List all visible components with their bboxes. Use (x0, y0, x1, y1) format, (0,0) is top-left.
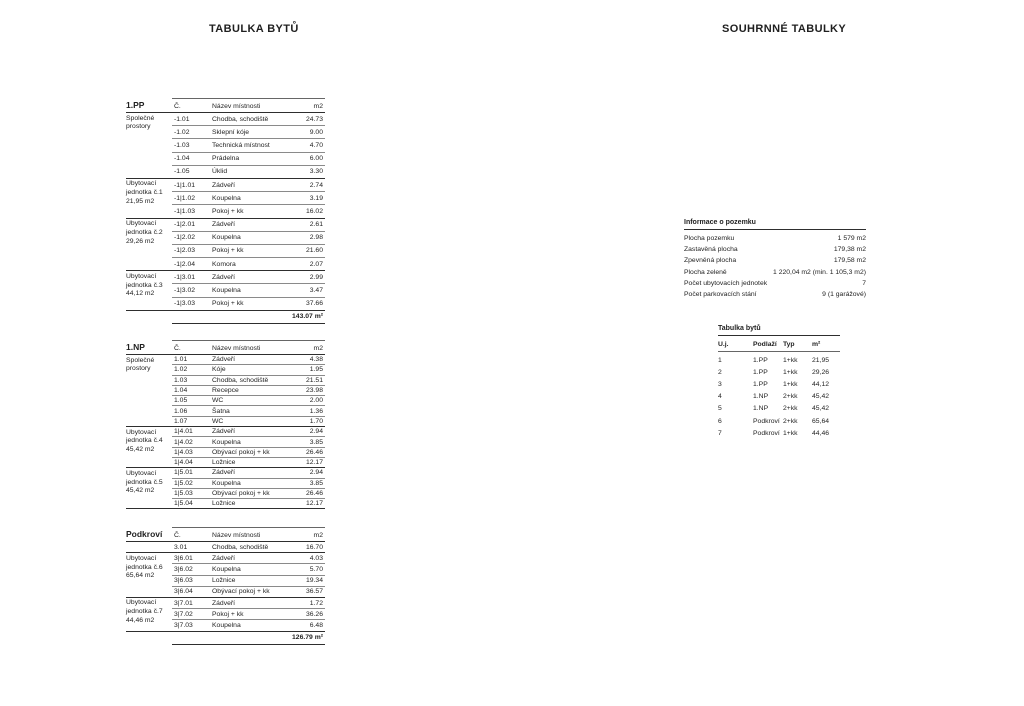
room-number-cell: 1.03 (174, 376, 188, 384)
room-row (172, 126, 325, 139)
room-name-cell: Obývací pokoj + kk (212, 588, 270, 596)
room-name-cell: Pokoj + kk (212, 207, 244, 215)
room-number-cell: 3.01 (174, 543, 188, 551)
room-group (126, 598, 325, 632)
room-area-cell: 37.66 (305, 300, 323, 308)
room-area-cell: 1.70 (309, 417, 323, 425)
room-name-cell: Chodba, schodiště (212, 376, 269, 384)
room-row (172, 406, 325, 416)
room-table-header (126, 340, 325, 355)
room-row (172, 258, 325, 270)
room-table-column-row (172, 527, 325, 541)
room-name-cell: Chodba, schodiště (212, 115, 269, 123)
room-number-cell: 1|4.01 (174, 428, 193, 436)
room-row (172, 245, 325, 258)
room-area-cell: 24.73 (305, 115, 323, 123)
room-row (172, 620, 325, 630)
room-area-cell: 2.61 (309, 221, 323, 229)
room-area-cell: 9.00 (309, 128, 323, 136)
room-area-cell: 4.03 (309, 554, 323, 562)
room-row (172, 298, 325, 310)
room-area-cell: 1.36 (309, 407, 323, 415)
apartment-row (718, 391, 840, 403)
room-number-cell: -1|3.01 (174, 273, 196, 281)
room-row (172, 564, 325, 575)
page-title-right: SOUHRNNÉ TABULKY (722, 23, 847, 35)
apartment-area-cell: 45,42 (812, 405, 830, 413)
room-number-cell: -1|1.03 (174, 207, 196, 215)
room-name-cell: Ložnice (212, 500, 236, 508)
room-group-label: Ubytovací jednotka č.2 29,26 m2 (126, 220, 163, 245)
apartment-type-cell: 1+kk (783, 356, 798, 364)
column-header-area: m2 (313, 345, 323, 352)
room-area-cell: 21.51 (305, 376, 323, 384)
land-info-row (684, 255, 866, 266)
column-header-number: Č. (174, 103, 181, 110)
room-row (172, 458, 325, 467)
room-name-cell: Zádveří (212, 181, 236, 189)
room-row (172, 113, 325, 126)
apartments-column-header: Typ (783, 341, 795, 348)
room-row (172, 376, 325, 386)
room-number-cell: 3|6.01 (174, 554, 193, 562)
room-group (126, 113, 325, 179)
room-name-cell: Pokoj + kk (212, 300, 244, 308)
land-info-table (684, 219, 866, 300)
room-number-cell: 3|6.04 (174, 588, 193, 596)
land-info-row (684, 278, 866, 289)
room-row (172, 205, 325, 217)
room-name-cell: Pokoj + kk (212, 610, 244, 618)
room-group-label: Společné prostory (126, 114, 155, 131)
room-group (126, 355, 325, 427)
room-area-cell: 36.57 (305, 588, 323, 596)
room-number-cell: -1|2.01 (174, 221, 196, 229)
room-row (172, 437, 325, 447)
room-row (172, 553, 325, 564)
room-name-cell: Zádveří (212, 428, 236, 436)
room-area-cell: 26.46 (305, 490, 323, 497)
room-number-cell: 1.07 (174, 417, 188, 425)
room-row (172, 166, 325, 178)
apartment-row (718, 403, 840, 415)
room-number-cell: -1|2.04 (174, 260, 196, 268)
room-table-title: 1.PP (126, 100, 145, 110)
room-name-cell: Obývací pokoj + kk (212, 490, 270, 497)
room-number-cell: 3|7.03 (174, 621, 193, 629)
room-group (126, 271, 325, 311)
room-area-cell: 19.34 (305, 577, 323, 585)
land-info-row (684, 244, 866, 255)
land-info-label: Plocha pozemku (684, 235, 735, 243)
apartment-area-cell: 65,64 (812, 417, 830, 425)
apartment-type-cell: 1+kk (783, 368, 798, 376)
land-info-label: Počet parkovacích stání (684, 291, 757, 299)
room-number-cell: 1.04 (174, 387, 188, 395)
column-header-room-name: Název místnosti (212, 532, 261, 539)
room-group-rows (172, 598, 325, 631)
apartment-row (718, 427, 840, 439)
room-row (172, 448, 325, 458)
room-number-cell: 1|5.04 (174, 500, 193, 508)
room-name-cell: Ložnice (212, 459, 236, 467)
room-area-cell: 1.72 (309, 599, 323, 607)
apartments-column-header: Podlaží (753, 341, 777, 348)
room-row (172, 417, 325, 426)
apartment-unit-cell: 2 (718, 368, 722, 376)
apartment-unit-cell: 5 (718, 405, 722, 413)
room-number-cell: 1|4.02 (174, 438, 193, 446)
room-row (172, 587, 325, 597)
room-row (172, 284, 325, 297)
apartment-floor-cell: 1.PP (753, 380, 768, 388)
room-name-cell: Zádveří (212, 273, 236, 281)
apartment-row (718, 378, 840, 390)
room-number-cell: -1.02 (174, 128, 190, 136)
room-group-rows (172, 271, 325, 310)
room-number-cell: -1|3.02 (174, 287, 196, 295)
room-row (172, 355, 325, 365)
room-table-header (126, 527, 325, 542)
room-row (172, 489, 325, 499)
room-number-cell: 3|7.01 (174, 599, 193, 607)
room-name-cell: Obývací pokoj + kk (212, 448, 270, 456)
room-row (172, 139, 325, 152)
room-table-header (126, 98, 325, 113)
room-row (172, 598, 325, 609)
land-info-row (684, 233, 866, 244)
land-info-value: 1 579 m2 (837, 235, 866, 243)
room-number-cell: 3|6.02 (174, 565, 193, 573)
room-area-cell: 4.70 (309, 141, 323, 149)
room-row (172, 219, 325, 232)
apartments-column-header: U.j. (718, 341, 729, 348)
room-area-cell: 2.99 (309, 273, 323, 281)
room-name-cell: Koupelna (212, 194, 241, 202)
room-area-cell: 5.70 (309, 565, 323, 573)
room-number-cell: -1|3.03 (174, 300, 196, 308)
room-row (172, 427, 325, 437)
land-info-row (684, 289, 866, 300)
room-row (172, 542, 325, 552)
floor-total-area: 143.07 m² (172, 311, 325, 324)
room-area-cell: 26.46 (305, 448, 323, 456)
apartment-unit-cell: 1 (718, 356, 722, 364)
land-info-label: Plocha zeleně (684, 268, 727, 276)
room-number-cell: 1.01 (174, 356, 188, 364)
room-name-cell: Pokoj + kk (212, 247, 244, 255)
room-name-cell: Koupelna (212, 287, 241, 295)
room-number-cell: 1.06 (174, 407, 188, 415)
land-info-value: 1 220,04 m2 (min. 1 105,3 m2) (773, 268, 866, 276)
apartment-type-cell: 2+kk (783, 405, 798, 413)
apartment-type-cell: 1+kk (783, 380, 798, 388)
land-info-title: Informace o pozemku (684, 219, 866, 230)
room-row (172, 179, 325, 192)
room-area-cell: 2.94 (309, 428, 323, 436)
room-area-cell: 2.98 (309, 234, 323, 242)
apartment-type-cell: 2+kk (783, 417, 798, 425)
room-area-cell: 12.17 (305, 459, 323, 467)
room-area-cell: 36.26 (305, 610, 323, 618)
room-name-cell: Technická místnost (212, 141, 270, 149)
column-header-room-name: Název místnosti (212, 345, 261, 352)
room-number-cell: 1|5.02 (174, 479, 193, 487)
room-name-cell: Sklepní kóje (212, 128, 250, 136)
room-area-cell: 16.70 (305, 543, 323, 551)
room-name-cell: WC (212, 397, 224, 405)
room-name-cell: Chodba, schodiště (212, 543, 269, 551)
room-area-cell: 2.07 (309, 260, 323, 268)
land-info-value: 7 (862, 279, 866, 287)
room-name-cell: Koupelna (212, 438, 241, 446)
room-row (172, 479, 325, 489)
room-area-cell: 12.17 (305, 500, 323, 508)
column-header-room-name: Název místnosti (212, 103, 261, 110)
apartment-area-cell: 44,12 (812, 380, 830, 388)
land-info-value: 179,38 m2 (833, 246, 866, 254)
room-group-label: Ubytovací jednotka č.3 44,12 m2 (126, 272, 163, 298)
room-group-rows (172, 427, 325, 467)
room-group-rows (172, 179, 325, 218)
room-table-column-row (172, 340, 325, 354)
room-name-cell: WC (212, 417, 224, 425)
room-name-cell: Koupelna (212, 565, 241, 573)
room-group-rows (172, 355, 325, 426)
apartment-row (718, 366, 840, 378)
room-number-cell: -1.05 (174, 168, 190, 176)
room-area-cell: 6.00 (309, 155, 323, 163)
room-row (172, 386, 325, 396)
room-group-label: Ubytovací jednotka č.7 44,46 m2 (126, 599, 163, 625)
room-number-cell: 3|7.02 (174, 610, 193, 618)
room-name-cell: Ložnice (212, 577, 236, 585)
room-name-cell: Prádelna (212, 155, 240, 163)
land-info-label: Počet ubytovacích jednotek (684, 279, 768, 287)
room-number-cell: -1.04 (174, 155, 190, 163)
floor-total-area: 126.79 m² (172, 632, 325, 645)
room-group-label: Ubytovací jednotka č.4 45,42 m2 (126, 428, 163, 454)
room-name-cell: Zádveří (212, 356, 236, 364)
room-row (172, 396, 325, 406)
room-group-rows (172, 468, 325, 508)
room-group (126, 468, 325, 509)
room-number-cell: 1.05 (174, 397, 188, 405)
room-area-cell: 23.98 (305, 387, 323, 395)
apartments-table (718, 325, 840, 439)
room-number-cell: -1|1.01 (174, 181, 196, 189)
room-table-1pp (126, 98, 325, 324)
room-row (172, 468, 325, 478)
room-area-cell: 16.02 (305, 207, 323, 215)
room-row (172, 365, 325, 375)
land-info-value: 9 (1 garážové) (822, 291, 866, 299)
room-group-label (126, 542, 172, 552)
room-table-title: 1.NP (126, 342, 145, 352)
room-name-cell: Kóje (212, 366, 226, 374)
room-group (126, 219, 325, 272)
apartment-area-cell: 29,26 (812, 368, 830, 376)
room-area-cell: 1.95 (309, 366, 323, 374)
apartment-unit-cell: 3 (718, 380, 722, 388)
room-number-cell: -1|2.02 (174, 234, 196, 242)
room-group-rows (172, 219, 325, 271)
room-number-cell: 1|5.01 (174, 469, 193, 477)
land-info-rows (684, 233, 866, 300)
column-header-area: m2 (313, 103, 323, 110)
room-name-cell: Zádveří (212, 221, 236, 229)
room-name-cell: Zádveří (212, 599, 236, 607)
room-name-cell: Recepce (212, 387, 239, 395)
apartment-unit-cell: 7 (718, 429, 722, 437)
room-group-rows (172, 553, 325, 597)
room-table-podkrovi (126, 527, 325, 645)
room-number-cell: 1|4.03 (174, 448, 193, 456)
room-name-cell: Zádveří (212, 554, 236, 562)
land-info-label: Zpevněná plocha (684, 257, 737, 265)
room-area-cell: 3.85 (309, 438, 323, 446)
room-number-cell: -1.03 (174, 141, 190, 149)
room-table-1np (126, 340, 325, 509)
room-number-cell: -1.01 (174, 115, 190, 123)
apartments-rows (718, 352, 840, 439)
land-info-label: Zastavěná plocha (684, 246, 738, 254)
room-row (172, 609, 325, 620)
room-area-cell: 3.19 (309, 194, 323, 202)
apartment-floor-cell: Podkroví (753, 429, 780, 437)
apartment-type-cell: 1+kk (783, 429, 798, 437)
apartment-floor-cell: 1.NP (753, 393, 769, 401)
apartment-floor-cell: 1.PP (753, 356, 768, 364)
apartment-type-cell: 2+kk (783, 393, 798, 401)
room-name-cell: Úklid (212, 168, 228, 176)
room-row (172, 499, 325, 508)
land-info-value: 179,58 m2 (833, 257, 866, 265)
apartments-column-header: m² (812, 341, 821, 348)
room-name-cell: Koupelna (212, 479, 241, 487)
room-row (172, 576, 325, 587)
room-area-cell: 3.47 (309, 287, 323, 295)
column-header-number: Č. (174, 345, 181, 352)
room-number-cell: 1.02 (174, 366, 188, 374)
room-area-cell: 3.30 (309, 168, 323, 176)
room-name-cell: Komora (212, 260, 236, 268)
room-area-cell: 2.00 (309, 397, 323, 405)
room-name-cell: Zádveří (212, 469, 236, 477)
room-name-cell: Koupelna (212, 621, 241, 629)
room-group-label: Ubytovací jednotka č.5 45,42 m2 (126, 469, 163, 495)
apartment-area-cell: 44,46 (812, 429, 830, 437)
room-area-cell: 3.85 (309, 479, 323, 487)
apartment-floor-cell: 1.PP (753, 368, 768, 376)
room-number-cell: -1|1.02 (174, 194, 196, 202)
room-number-cell: -1|2.03 (174, 247, 196, 255)
land-info-row (684, 267, 866, 278)
apartment-row (718, 354, 840, 366)
column-header-number: Č. (174, 532, 181, 539)
room-name-cell: Koupelna (212, 234, 241, 242)
apartment-floor-cell: Podkroví (753, 417, 780, 425)
page-title-left: TABULKA BYTŮ (209, 23, 299, 35)
room-table-column-row (172, 98, 325, 112)
room-group-rows (172, 113, 325, 178)
column-header-area: m2 (313, 532, 323, 539)
apartment-unit-cell: 4 (718, 393, 722, 401)
room-area-cell: 6.48 (309, 621, 323, 629)
room-area-cell: 2.74 (309, 181, 323, 189)
room-table-title: Podkroví (126, 529, 163, 539)
apartments-column-headers (718, 336, 840, 352)
room-row (172, 271, 325, 284)
room-area-cell: 21.60 (305, 247, 323, 255)
room-group (126, 427, 325, 468)
room-group-rows (172, 542, 325, 552)
room-group (126, 553, 325, 598)
room-number-cell: 1|4.04 (174, 459, 193, 467)
room-row (172, 232, 325, 245)
apartment-area-cell: 21,95 (812, 356, 830, 364)
apartments-title: Tabulka bytů (718, 325, 840, 336)
room-group (126, 542, 325, 553)
apartment-area-cell: 45,42 (812, 393, 830, 401)
room-area-cell: 2.94 (309, 469, 323, 477)
room-group-label: Ubytovací jednotka č.1 21,95 m2 (126, 180, 163, 206)
room-number-cell: 3|6.03 (174, 577, 193, 585)
room-number-cell: 1|5.03 (174, 490, 193, 497)
apartment-unit-cell: 6 (718, 417, 722, 425)
room-group (126, 179, 325, 219)
room-group-label: Společné prostory (126, 356, 155, 373)
apartment-floor-cell: 1.NP (753, 405, 769, 413)
room-group-label: Ubytovací jednotka č.6 65,64 m2 (126, 554, 163, 580)
apartment-row (718, 415, 840, 427)
room-row (172, 192, 325, 205)
room-row (172, 153, 325, 166)
room-name-cell: Šatna (212, 407, 230, 415)
room-area-cell: 4.38 (309, 356, 323, 364)
